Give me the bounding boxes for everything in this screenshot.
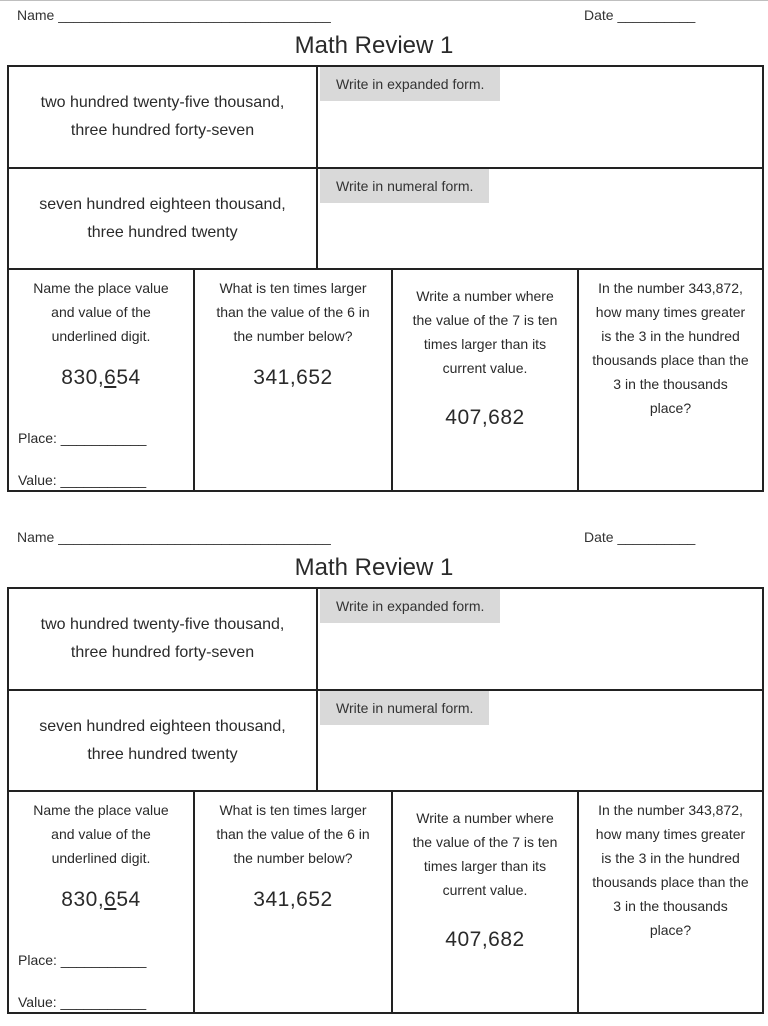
underlined-digit: 6 xyxy=(104,888,117,911)
name-field[interactable]: Name ___________________________________ xyxy=(17,529,331,545)
expanded-form-row xyxy=(9,67,762,169)
numeral-form-words-line2: three hundred twenty xyxy=(87,223,238,241)
ten-times-question[interactable] xyxy=(195,792,393,1012)
questions-row xyxy=(9,792,762,1012)
numeral-form-answer-area[interactable] xyxy=(318,169,762,268)
worksheet-title: Math Review 1 xyxy=(294,554,454,581)
question-number xyxy=(15,888,187,912)
question-number xyxy=(15,366,187,390)
question-line: In the number 343,872, xyxy=(598,280,743,296)
question-line: underlined digit. xyxy=(51,328,151,344)
expanded-form-words-line2: three hundred forty-seven xyxy=(70,644,255,661)
question-line: the value of the 7 is ten xyxy=(412,834,558,850)
worksheet xyxy=(0,522,768,1022)
question-line: Write a number where xyxy=(416,288,554,304)
expanded-form-label: Write in expanded form. xyxy=(320,589,500,623)
question-line: and value of the xyxy=(51,304,151,320)
worksheet-title: Math Review 1 xyxy=(294,32,454,59)
place-value-question xyxy=(9,270,195,490)
question-line: place? xyxy=(649,400,692,416)
question-line: and value of the xyxy=(51,826,151,842)
numeral-form-row xyxy=(9,691,762,792)
question-line: What is ten times larger xyxy=(219,802,367,818)
write-number-question[interactable] xyxy=(393,270,579,490)
question-line: the number below? xyxy=(233,850,353,866)
expanded-form-prompt xyxy=(9,589,318,689)
review-grid xyxy=(7,65,764,492)
place-answer-field[interactable]: Place: ___________ xyxy=(18,952,147,968)
name-field[interactable]: Name ___________________________________ xyxy=(17,7,331,23)
expanded-form-words-line2: three hundred forty-seven xyxy=(70,122,255,139)
numeral-form-prompt xyxy=(9,691,318,790)
expanded-form-prompt xyxy=(9,67,318,167)
question-line: than the value of the 6 in xyxy=(216,826,370,842)
expanded-form-label: Write in expanded form. xyxy=(320,67,500,101)
question-line: Write a number where xyxy=(416,810,554,826)
place-answer-field[interactable]: Place: ___________ xyxy=(18,430,147,446)
question-line: 3 in the thousands xyxy=(613,376,728,392)
numeral-form-words-line1: seven hundred eighteen thousand, xyxy=(39,195,286,213)
date-field[interactable]: Date __________ xyxy=(584,7,696,23)
number-part: 54 xyxy=(116,888,141,911)
question-line: the number below? xyxy=(233,328,353,344)
question-number: 407,682 xyxy=(445,406,525,429)
numeral-form-label: Write in numeral form. xyxy=(320,169,489,203)
number-part: 54 xyxy=(116,366,141,389)
numeral-form-words-line1: seven hundred eighteen thousand, xyxy=(39,717,286,735)
numeral-form-label: Write in numeral form. xyxy=(320,691,489,725)
number-part: 830, xyxy=(61,888,105,911)
question-line: is the 3 in the hundred xyxy=(601,850,740,866)
expanded-form-words-line1: two hundred twenty-five thousand, xyxy=(40,94,285,111)
question-line: how many times greater xyxy=(595,826,746,842)
question-line: In the number 343,872, xyxy=(598,802,743,818)
question-line: times larger than its xyxy=(423,336,547,352)
question-line: thousands place than the xyxy=(592,874,749,890)
question-line: is the 3 in the hundred xyxy=(601,328,740,344)
questions-row xyxy=(9,270,762,490)
place-value-question xyxy=(9,792,195,1012)
underlined-digit: 6 xyxy=(104,366,117,389)
times-greater-question[interactable] xyxy=(579,792,762,1012)
value-answer-field[interactable]: Value: ___________ xyxy=(18,472,147,488)
question-line: current value. xyxy=(442,360,528,376)
question-line: Name the place value xyxy=(33,280,169,296)
question-number: 341,652 xyxy=(253,888,333,911)
question-number: 407,682 xyxy=(445,928,525,951)
numeral-form-answer-area[interactable] xyxy=(318,691,762,790)
times-greater-question[interactable] xyxy=(579,270,762,490)
expanded-form-answer-area[interactable] xyxy=(318,589,762,689)
question-line: Name the place value xyxy=(33,802,169,818)
question-line: place? xyxy=(649,922,692,938)
numeral-form-row xyxy=(9,169,762,270)
page-top-border xyxy=(0,0,768,1)
question-line: how many times greater xyxy=(595,304,746,320)
question-line: the value of the 7 is ten xyxy=(412,312,558,328)
numeral-form-words-line2: three hundred twenty xyxy=(87,745,238,763)
number-part: 830, xyxy=(61,366,105,389)
question-line: What is ten times larger xyxy=(219,280,367,296)
ten-times-question[interactable] xyxy=(195,270,393,490)
question-number: 341,652 xyxy=(253,366,333,389)
question-line: current value. xyxy=(442,882,528,898)
review-grid xyxy=(7,587,764,1014)
question-line: times larger than its xyxy=(423,858,547,874)
expanded-form-words-line1: two hundred twenty-five thousand, xyxy=(40,616,285,633)
question-line: than the value of the 6 in xyxy=(216,304,370,320)
write-number-question[interactable] xyxy=(393,792,579,1012)
date-field[interactable]: Date __________ xyxy=(584,529,696,545)
value-answer-field[interactable]: Value: ___________ xyxy=(18,994,147,1010)
numeral-form-prompt xyxy=(9,169,318,268)
expanded-form-row xyxy=(9,589,762,691)
question-line: thousands place than the xyxy=(592,352,749,368)
question-line: 3 in the thousands xyxy=(613,898,728,914)
worksheet xyxy=(0,0,768,500)
question-line: underlined digit. xyxy=(51,850,151,866)
expanded-form-answer-area[interactable] xyxy=(318,67,762,167)
